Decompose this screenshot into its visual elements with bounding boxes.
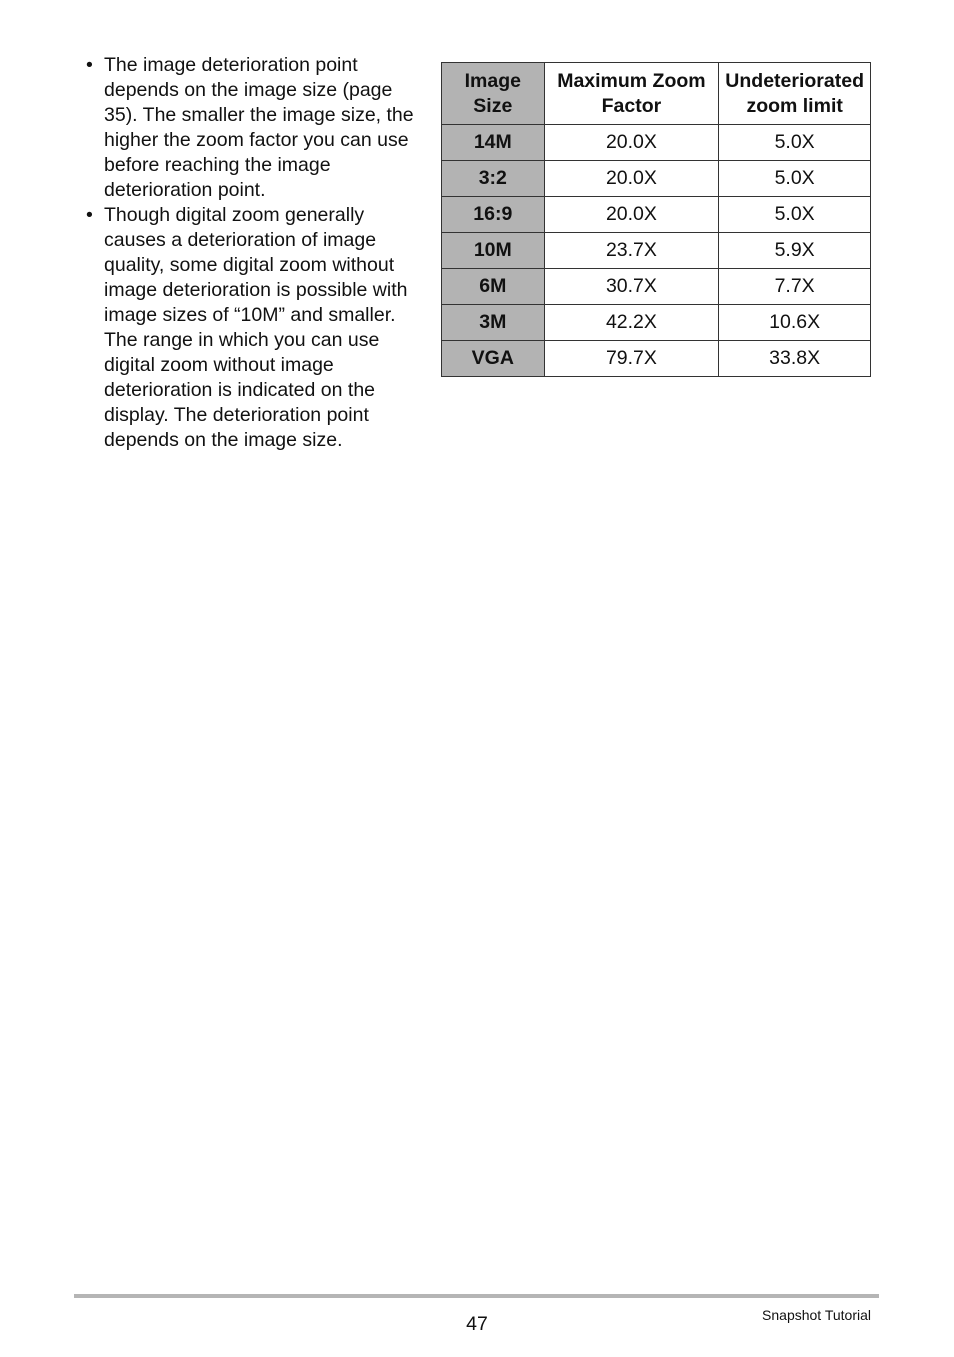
section-title: Snapshot Tutorial — [762, 1307, 871, 1323]
max-zoom-cell: 20.0X — [544, 197, 719, 233]
zoom-limit-cell: 7.7X — [719, 269, 871, 305]
bullet-symbol: • — [86, 204, 93, 226]
image-size-cell: 3M — [442, 305, 545, 341]
zoom-limit-cell: 5.0X — [719, 161, 871, 197]
image-size-cell: 6M — [442, 269, 545, 305]
table-header — [442, 63, 871, 125]
header-image-size: Image Size — [442, 63, 545, 125]
image-size-cell: 3:2 — [442, 161, 545, 197]
table-row — [442, 233, 871, 269]
bullet-list — [84, 53, 414, 453]
zoom-limit-cell: 5.0X — [719, 197, 871, 233]
table-header-row — [442, 63, 871, 125]
bullet-symbol: • — [86, 54, 93, 76]
header-max-zoom: Maximum Zoom Factor — [544, 63, 719, 125]
max-zoom-cell: 20.0X — [544, 125, 719, 161]
zoom-limit-cell: 5.0X — [719, 125, 871, 161]
page-number: 47 — [466, 1313, 488, 1335]
table-row — [442, 305, 871, 341]
table-row — [442, 341, 871, 377]
max-zoom-cell: 20.0X — [544, 161, 719, 197]
max-zoom-cell: 79.7X — [544, 341, 719, 377]
zoom-limit-cell: 33.8X — [719, 341, 871, 377]
table-row — [442, 269, 871, 305]
max-zoom-cell: 42.2X — [544, 305, 719, 341]
table-row — [442, 161, 871, 197]
bullet-item — [84, 203, 414, 453]
header-undeteriorated: Undeteriorated zoom limit — [719, 63, 871, 125]
table-row — [442, 197, 871, 233]
table-row — [442, 125, 871, 161]
image-size-cell: VGA — [442, 341, 545, 377]
image-size-cell: 14M — [442, 125, 545, 161]
max-zoom-cell: 23.7X — [544, 233, 719, 269]
zoom-limit-cell: 10.6X — [719, 305, 871, 341]
zoom-limit-cell: 5.9X — [719, 233, 871, 269]
table-body — [442, 125, 871, 377]
image-size-cell: 10M — [442, 233, 545, 269]
bullet-text: Though digital zoom generally causes a deterioration of image quality, some digital zoom without image deterioration is possible with image sizes of “10M” and smaller. The range in which you can use digital zoom without image deterioration is indicated on the display. The deterioration point depends on the image size. — [104, 204, 408, 451]
bullet-item — [84, 53, 414, 203]
zoom-factor-table — [441, 62, 871, 377]
bullet-text: The image deterioration point depends on the image size (page 35). The smaller the image size, the higher the zoom factor you can use before reaching the image deterioration point. — [104, 54, 414, 201]
max-zoom-cell: 30.7X — [544, 269, 719, 305]
footer-divider — [74, 1294, 879, 1298]
image-size-cell: 16:9 — [442, 197, 545, 233]
